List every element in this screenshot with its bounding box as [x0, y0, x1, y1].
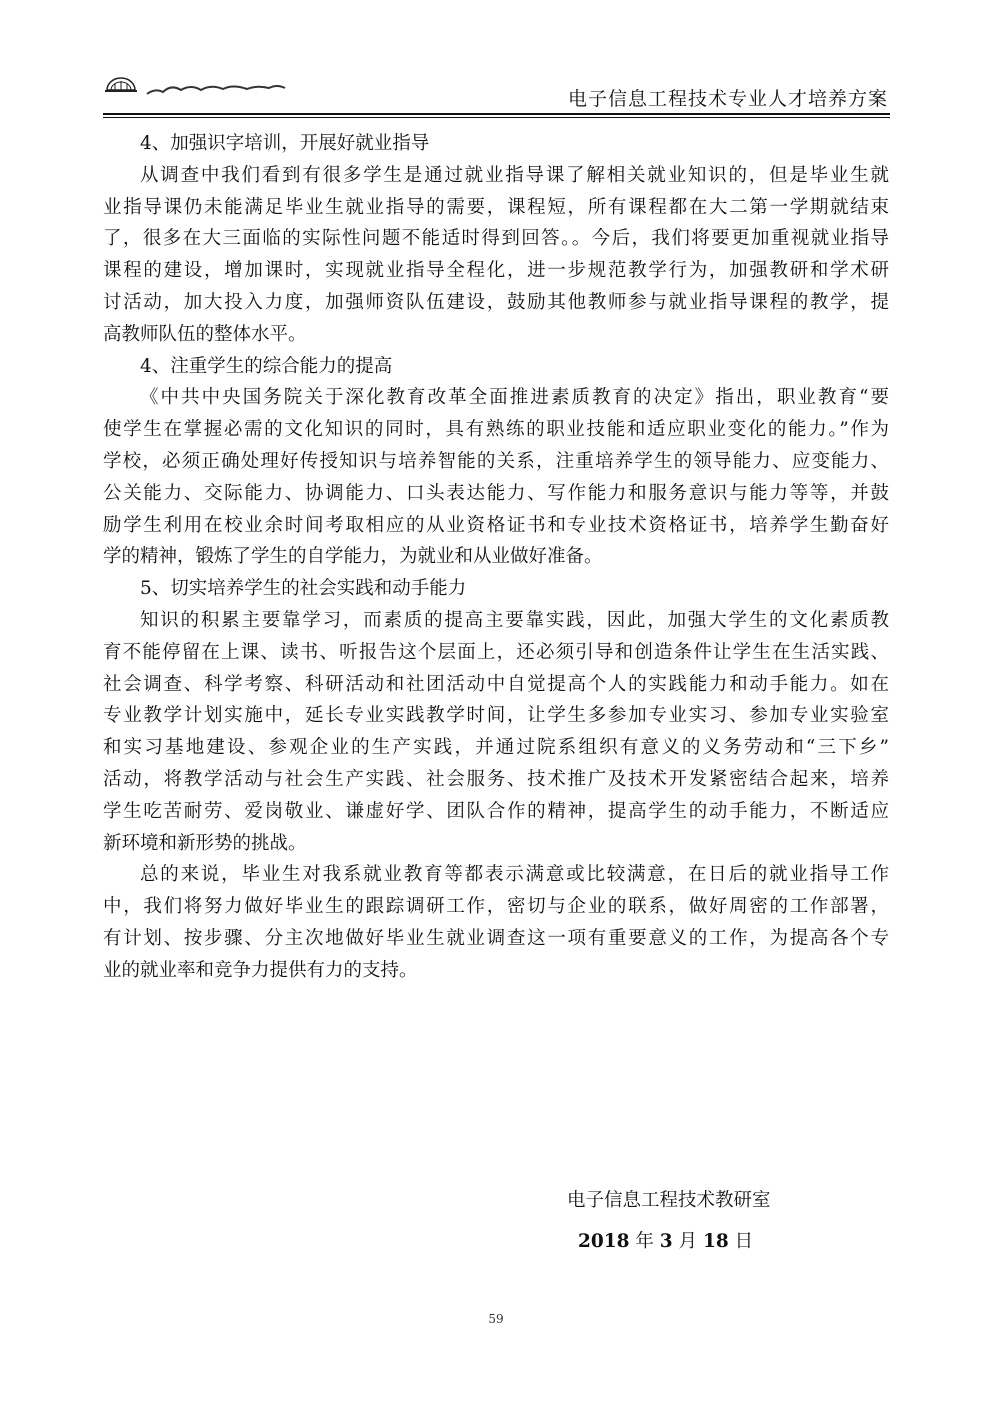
header-rule-thin: [103, 117, 890, 118]
paragraph-line: 专业教学计划实施中，延长专业实践教学时间，让学生多参加专业实习、参加专业实验室: [103, 705, 889, 727]
paragraph-line: 有计划、按步骤、分主次地做好毕业生就业调查这一项有重要意义的工作，为提高各个专: [103, 927, 889, 949]
paragraph-line: 业指导课仍未能满足毕业生就业指导的需要，课程短，所有课程都在大二第一学期就结束: [103, 196, 889, 218]
page-header: [103, 62, 890, 114]
paragraph-line: 励学生利用在校业余时间考取相应的从业资格证书和专业技术资格证书，培养学生勤奋好: [103, 514, 889, 536]
paragraph-line: 业的就业率和竞争力提供有力的支持。: [103, 959, 418, 981]
date-day: 18: [702, 1231, 729, 1252]
page-number: 59: [488, 1312, 504, 1326]
header-rule: [103, 113, 890, 115]
section-heading: 5、切实培养学生的社会实践和动手能力: [140, 578, 467, 600]
document-body: [103, 128, 889, 987]
paragraph-line: 公关能力、交际能力、协调能力、口头表达能力、写作能力和服务意识与能力等等，并鼓: [103, 482, 889, 504]
paragraph-line: 讨活动，加大投入力度，加强师资队伍建设，鼓励其他教师参与就业指导课程的教学，提: [103, 291, 889, 313]
section-heading: 4、加强识字培训，开展好就业指导: [140, 133, 430, 154]
paragraph-line: 学校，必须正确处理好传授知识与培养智能的关系，注重培养学生的领导能力、应变能力、: [103, 450, 889, 472]
date-month-unit: 月: [678, 1231, 698, 1252]
paragraph-line: 学的精神，锻炼了学生的自学能力，为就业和从业做好准备。: [103, 546, 603, 568]
paragraph-line: 高教师队伍的整体水平。: [103, 323, 307, 345]
date-month: 3: [659, 1231, 673, 1252]
paragraph-line: 活动，将教学活动与社会生产实践、社会服务、技术推广及技术开发紧密结合起来，培养: [103, 768, 889, 790]
signature-office: 电子信息工程技术教研室: [567, 1190, 771, 1211]
school-logo-icon: [103, 72, 323, 98]
date-year: 2018: [578, 1231, 630, 1252]
signature-date: [578, 1227, 753, 1253]
header-title: 电子信息工程技术专业人才培养方案: [567, 88, 888, 110]
date-year-unit: 年: [635, 1231, 654, 1252]
paragraph-line: 新环境和新形势的挑战。: [103, 832, 307, 854]
paragraph-line: 育不能停留在上课、读书、听报告这个层面上，还必须引导和创造条件让学生在生活实践、: [103, 641, 889, 663]
paragraph-line: 社会调查、科学考察、科研活动和社团活动中自觉提高个人的实践能力和动手能力。如在: [103, 673, 889, 695]
paragraph-line: 知识的积累主要靠学习，而素质的提高主要靠实践，因此，加强大学生的文化素质教: [140, 609, 889, 631]
paragraph-line: 了，很多在大三面临的实际性问题不能适时得到回答。。今后，我们将要更加重视就业指导: [103, 228, 889, 250]
paragraph-line: 总的来说，毕业生对我系就业教育等都表示满意或比较满意，在日后的就业指导工作: [140, 864, 889, 886]
section-heading: 4、注重学生的综合能力的提高: [140, 355, 393, 377]
paragraph-line: 使学生在掌握必需的文化知识的同时，具有熟练的职业技能和适应职业变化的能力。”作为: [103, 419, 889, 441]
paragraph-line: 中，我们将努力做好毕业生的跟踪调研工作，密切与企业的联系，做好周密的工作部署，: [103, 896, 889, 918]
paragraph-line: 从调查中我们看到有很多学生是通过就业指导课了解相关就业知识的，但是毕业生就: [140, 164, 889, 186]
paragraph-line: 《中共中央国务院关于深化教育改革全面推进素质教育的决定》指出，职业教育“要: [140, 387, 889, 409]
paragraph-line: 和实习基地建设、参观企业的生产实践，并通过院系组织有意义的义务劳动和“三下乡”: [103, 737, 889, 759]
paragraph-line: 课程的建设，增加课时，实现就业指导全程化，进一步规范教学行为，加强教研和学术研: [103, 260, 889, 282]
paragraph-line: 学生吃苦耐劳、爱岗敬业、谦虚好学、团队合作的精神，提高学生的动手能力，不断适应: [103, 800, 889, 822]
date-day-unit: 日: [734, 1231, 754, 1252]
